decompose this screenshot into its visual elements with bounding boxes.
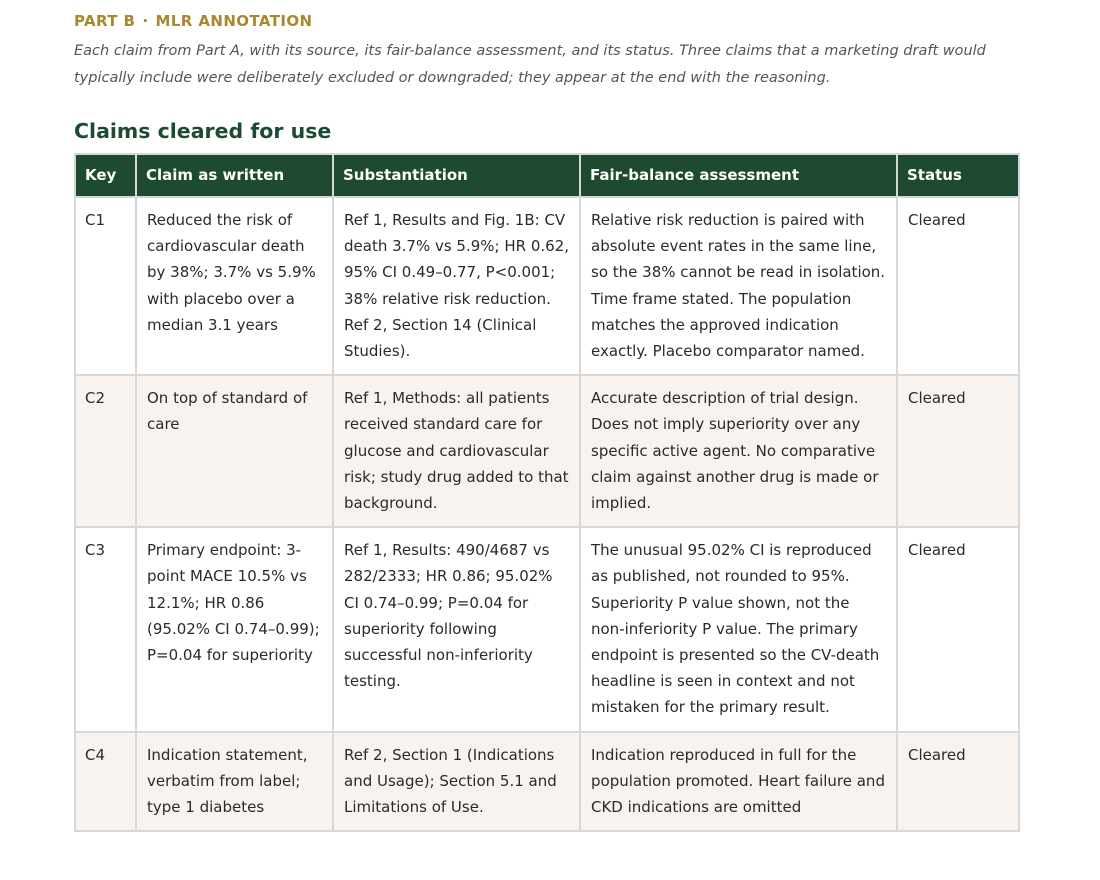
column-header-substantiation: Substantiation (333, 154, 580, 197)
claim-key: C2 (75, 375, 136, 527)
claim-status: Cleared (897, 732, 1019, 832)
cleared-claims-table (74, 153, 1020, 832)
part-eyebrow (74, 12, 1024, 30)
claim-substantiation: Ref 1, Results: 490/4687 vs 282/2333; HR 0.86; 95.02% CI 0.74–0.99; P=0.04 for superiority following successful non-inferiority testing. (333, 527, 580, 731)
intro-text: Each claim from Part A, with its source, its fair-balance assessment, and its status. Three claims that a marketing draft would typically include were deliberately excluded or downgraded; they appear at the end with the reasoning. (74, 43, 986, 86)
claim-key: C3 (75, 527, 136, 731)
column-header-assessment: Fair-balance assessment (580, 154, 897, 197)
column-header-claim: Claim as written (136, 154, 333, 197)
claim-assessment: Indication reproduced in full for the population promoted. Heart failure and CKD indications are omitted (580, 732, 897, 832)
table-row (75, 527, 1019, 731)
claim-status: Cleared (897, 527, 1019, 731)
claim-key: C4 (75, 732, 136, 832)
column-header-key: Key (75, 154, 136, 197)
claim-substantiation: Ref 1, Results and Fig. 1B: CV death 3.7% vs 5.9%; HR 0.62, 95% CI 0.49–0.77, P<0.001; 38% relative risk reduction. Ref 2, Section 14 (Clinical Studies). (333, 197, 580, 375)
claim-assessment: Accurate description of trial design. Does not imply superiority over any specific active agent. No comparative claim against another drug is made or implied. (580, 375, 897, 527)
table-row (75, 732, 1019, 832)
part-label: PART B (74, 12, 136, 30)
claim-status: Cleared (897, 197, 1019, 375)
claim-text: Indication statement, verbatim from label; type 1 diabetes (136, 732, 333, 832)
document-page (74, 0, 1024, 832)
claim-assessment: The unusual 95.02% CI is reproduced as published, not rounded to 95%. Superiority P value shown, not the non-inferiority P value. The primary endpoint is presented so the CV-death headline is seen in context and not mistaken for the primary result. (580, 527, 897, 731)
claim-assessment: Relative risk reduction is paired with absolute event rates in the same line, so the 38% cannot be read in isolation. Time frame stated. The population matches the approved indication exactly. Placebo comparator named. (580, 197, 897, 375)
eyebrow-separator: · (142, 12, 149, 30)
section-label: MLR ANNOTATION (155, 12, 313, 30)
claim-text: Reduced the risk of cardiovascular death by 38%; 3.7% vs 5.9% with placebo over a median 3.1 years (136, 197, 333, 375)
column-header-status: Status (897, 154, 1019, 197)
table-row (75, 197, 1019, 375)
claim-substantiation: Ref 1, Methods: all patients received standard care for glucose and cardiovascular risk; study drug added to that background. (333, 375, 580, 527)
cleared-claims-heading: Claims cleared for use (74, 119, 332, 143)
claim-text: Primary endpoint: 3-point MACE 10.5% vs 12.1%; HR 0.86 (95.02% CI 0.74–0.99); P=0.04 for superiority (136, 527, 333, 731)
claim-key: C1 (75, 197, 136, 375)
table-header-row (75, 154, 1019, 197)
claim-status: Cleared (897, 375, 1019, 527)
table-row (75, 375, 1019, 527)
claim-substantiation: Ref 2, Section 1 (Indications and Usage); Section 5.1 and Limitations of Use. (333, 732, 580, 832)
claim-text: On top of standard of care (136, 375, 333, 527)
